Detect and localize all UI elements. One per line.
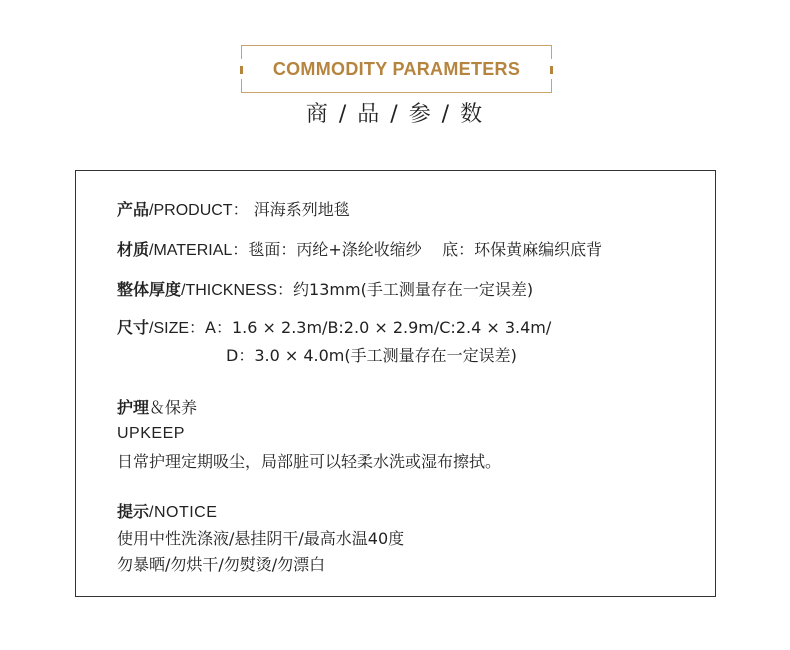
header-title-cn: 商 / 品 / 参 / 数 [305,102,485,127]
product-label-en: /PRODUCT [149,202,233,219]
frame-line-top [241,45,552,46]
size-label-en: /SIZE [149,320,190,337]
frame-side-left [241,45,242,59]
material-row [117,240,602,261]
care-title-rest: ＆保养 [149,398,198,417]
header-title-en: COMMODITY PARAMETERS [272,59,521,79]
care-text: 日常护理定期吸尘，局部脏可以轻柔水洗或湿布擦拭。 [117,452,502,471]
notice-line-1: 使用中性洗涤液/悬挂阴干/最高水温40度 [117,529,405,548]
frame-line-bottom [241,92,552,93]
frame-side-right [551,45,552,59]
care-subtitle: UPKEEP [117,425,185,442]
frame-side-bottom-right [551,79,552,93]
thickness-colon: ： [277,280,294,299]
size-row-2 [226,346,517,366]
notice-line-2: 勿暴晒/勿烘干/勿熨烫/勿漂白 [117,555,326,574]
product-value: 洱海系列地毯 [253,200,350,219]
size-label-cn: 尺寸 [117,318,150,337]
product-label-cn: 产品 [117,200,150,219]
frame-side-bottom-left [241,79,242,93]
notice-title-row [117,502,217,523]
thickness-value: 约13mm(手工测量存在一定误差) [293,280,534,299]
material-label-en: /MATERIAL [149,242,233,259]
product-colon: ： [232,200,249,219]
size-colon: ： [189,318,206,337]
thickness-row [117,280,533,301]
size-row [117,318,551,339]
care-title-row [117,398,197,418]
header-frame [241,45,552,93]
material-colon: ： [232,240,249,259]
size-value-line1: A：1.6 × 2.3m/B:2.0 × 2.9m/C:2.4 × 3.4m/ [205,318,552,337]
notice-title-en: /NOTICE [149,504,218,521]
notice-title: 提示 [117,502,150,521]
product-row [117,200,350,221]
thickness-label-cn: 整体厚度 [117,280,182,299]
care-title: 护理 [117,398,150,417]
material-label-cn: 材质 [117,240,150,259]
thickness-label-en: /THICKNESS [181,282,278,299]
material-value: 毯面：丙纶+涤纶收缩纱 底：环保黄麻编织底背 [248,240,603,259]
size-value-line2: D：3.0 × 4.0m(手工测量存在一定误差) [226,346,517,365]
